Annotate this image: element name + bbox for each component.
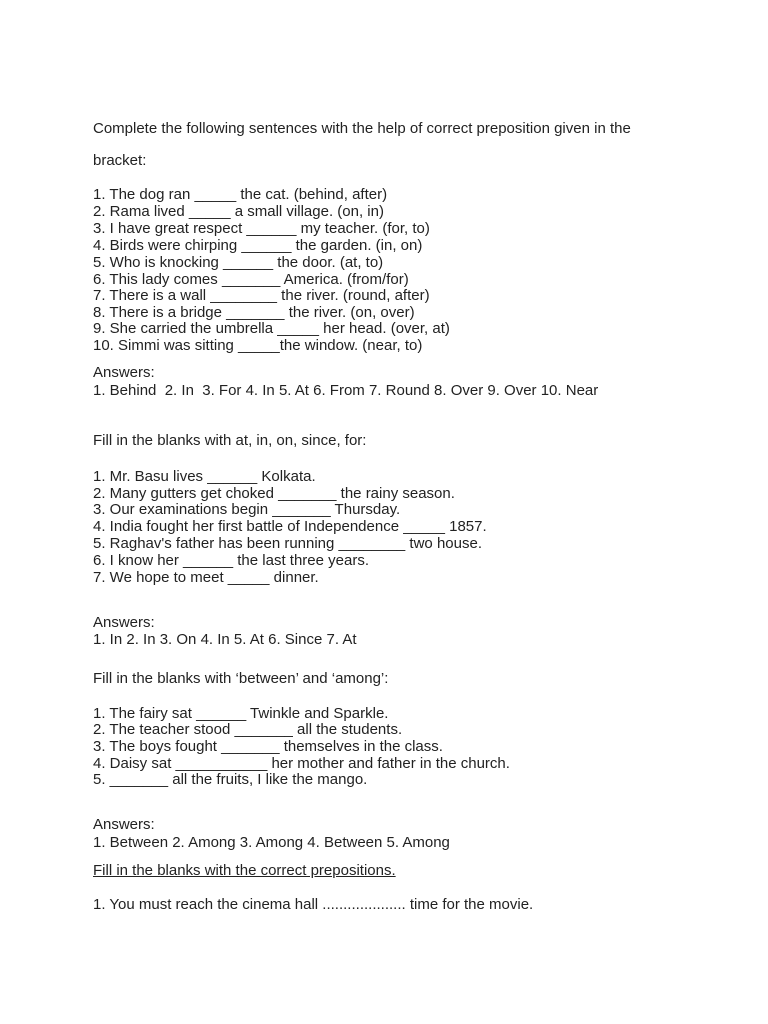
section3-answers: 1. Between 2. Among 3. Among 4. Between 5. Among: [93, 834, 450, 851]
section1-item-4: 4. Birds were chirping ______ the garden. (in, on): [93, 237, 423, 254]
section1-item-8: 8. There is a bridge _______ the river. (on, over): [93, 304, 415, 321]
section3-item-4: 4. Daisy sat ___________ her mother and father in the church.: [93, 755, 510, 772]
section1-instruction-line1: Complete the following sentences with the help of correct preposition given in the: [93, 120, 631, 137]
section4-item-1: 1. You must reach the cinema hall .................... time for the movie.: [93, 896, 534, 913]
section2-item-2: 2. Many gutters get choked _______ the rainy season.: [93, 485, 455, 502]
section3-instruction: Fill in the blanks with ‘between’ and ‘among’:: [93, 670, 389, 687]
section1-item-6: 6. This lady comes _______ America. (from/for): [93, 271, 409, 288]
section3-item-2: 2. The teacher stood _______ all the students.: [93, 721, 403, 738]
section1-item-5: 5. Who is knocking ______ the door. (at, to): [93, 254, 384, 271]
section2-item-1: 1. Mr. Basu lives ______ Kolkata.: [93, 468, 316, 485]
section2-answers-label: Answers:: [93, 614, 155, 631]
section1-item-10: 10. Simmi was sitting _____the window. (near, to): [93, 337, 423, 354]
section2-item-6: 6. I know her ______ the last three years.: [93, 552, 369, 569]
section2-item-5: 5. Raghav's father has been running ________ two house.: [93, 535, 482, 552]
section1-instruction-line2: bracket:: [93, 152, 147, 169]
section4-heading: Fill in the blanks with the correct prepositions.: [93, 862, 396, 879]
section2-item-7: 7. We hope to meet _____ dinner.: [93, 569, 319, 586]
section1-item-1: 1. The dog ran _____ the cat. (behind, after): [93, 186, 388, 203]
section3-answers-label: Answers:: [93, 816, 155, 833]
section2-instruction: Fill in the blanks with at, in, on, since, for:: [93, 432, 367, 449]
section2-answers: 1. In 2. In 3. On 4. In 5. At 6. Since 7. At: [93, 631, 357, 648]
section1-item-2: 2. Rama lived _____ a small village. (on, in): [93, 203, 384, 220]
section1-answers-label: Answers:: [93, 364, 155, 381]
section3-item-1: 1. The fairy sat ______ Twinkle and Sparkle.: [93, 705, 389, 722]
section3-item-5: 5. _______ all the fruits, I like the mango.: [93, 771, 368, 788]
section1-item-3: 3. I have great respect ______ my teacher. (for, to): [93, 220, 430, 237]
section3-item-3: 3. The boys fought _______ themselves in the class.: [93, 738, 443, 755]
section2-item-3: 3. Our examinations begin _______ Thursday.: [93, 501, 401, 518]
section1-item-9: 9. She carried the umbrella _____ her head. (over, at): [93, 320, 450, 337]
section1-answers: 1. Behind 2. In 3. For 4. In 5. At 6. From 7. Round 8. Over 9. Over 10. Near: [93, 382, 599, 399]
section2-item-4: 4. India fought her first battle of Independence _____ 1857.: [93, 518, 487, 535]
section1-item-7: 7. There is a wall ________ the river. (round, after): [93, 287, 430, 304]
